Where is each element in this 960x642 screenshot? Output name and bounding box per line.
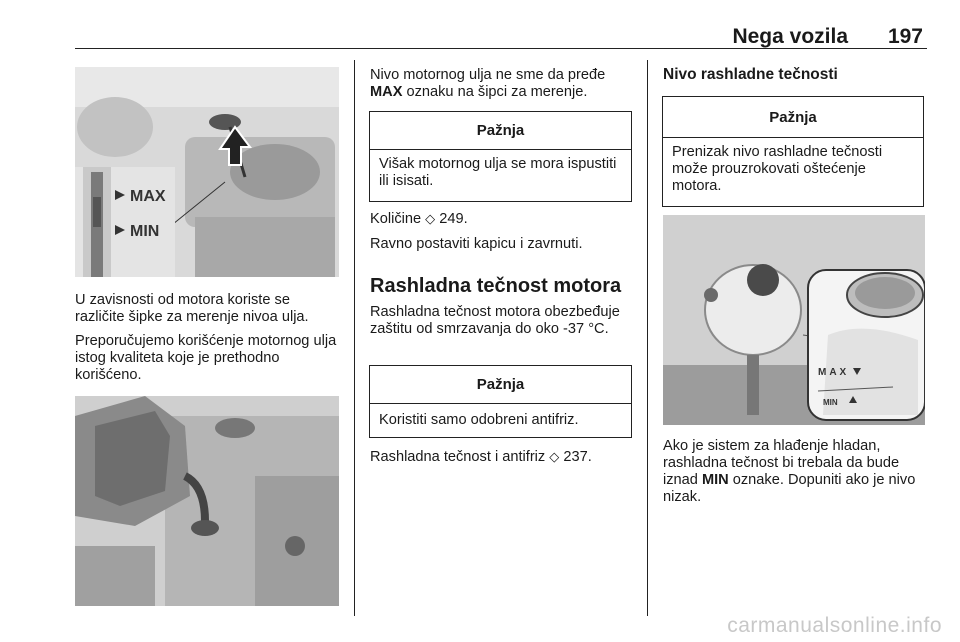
reference-arrow-icon: ◇ [549,449,560,464]
page-number: 197 [887,25,923,48]
dipstick-max-label: MAX [130,188,166,205]
reference-arrow-icon: ◇ [425,211,436,226]
cap-instruction: Ravno postaviti kapicu i zavrnuti. [370,236,583,252]
dipstick-min-label: MIN [130,223,160,240]
running-header-title: Nega vozila [732,25,848,48]
oil-level-text-rest: oznaku na šipci za merenje. [402,84,588,100]
caution-title: Pažnja [663,97,923,138]
antifreeze-text: Rashladna tečnost i antifriz [370,449,550,465]
caution-body: Koristiti samo odobreni antifriz. [379,412,579,428]
antifreeze-page-link[interactable]: 237. [563,449,592,465]
watermark: carmanualsonline.info [727,614,942,637]
reservoir-max-label: MAX [818,367,850,378]
coolant-reservoir-figure [663,215,925,425]
oil-max-mark: MAX [370,84,403,100]
caution-body: Višak motornog ulja se mora ispustiti ili isisati. [379,156,617,189]
caution-box-coolant [662,96,924,207]
section-title-coolant: Rashladna tečnost motora [370,275,622,297]
coolant-check-text-rest: oznake. Dopuniti ako je nivo nizak. [663,472,916,505]
coolant-paragraph: Rashladna tečnost motora obezbeđuje zaštitu od smrzavanja do oko -37 °C. [370,304,620,337]
oil-recommendation-paragraph: Preporučujemo korišćenje motornog ulja istog kvaliteta koje je prethodno korišćeno. [75,333,337,383]
dipstick-figure [75,67,339,277]
oil-level-text: Nivo motornog ulja ne sme da pređe [370,67,606,83]
caution-box-oil [369,111,632,202]
caution-body: Prenizak nivo rashladne tečnosti može prouzrokovati oštećenje motora. [672,144,883,194]
oil-filling-figure [75,396,339,606]
reservoir-min-label: MIN [823,398,838,407]
oil-dipstick-paragraph: U zavisnosti od motora koriste se različite šipke za merenje nivoa ulja. [75,292,309,325]
header-rule [75,48,927,49]
coolant-check-text: Ako je sistem za hlađenje hladan, rashladna tečnost bi trebala da bude iznad [663,438,900,488]
quantities-text: Količine [370,211,426,227]
caution-title: Pažnja [370,112,631,150]
quantities-page-link[interactable]: 249. [439,211,468,227]
column-divider-1 [354,60,355,616]
coolant-min-mark: MIN [701,472,729,488]
caution-box-antifreeze [369,365,632,438]
caution-title: Pažnja [370,366,631,404]
subsection-title-coolant-level: Nivo rashladne tečnosti [663,66,838,83]
column-divider-2 [647,60,648,616]
